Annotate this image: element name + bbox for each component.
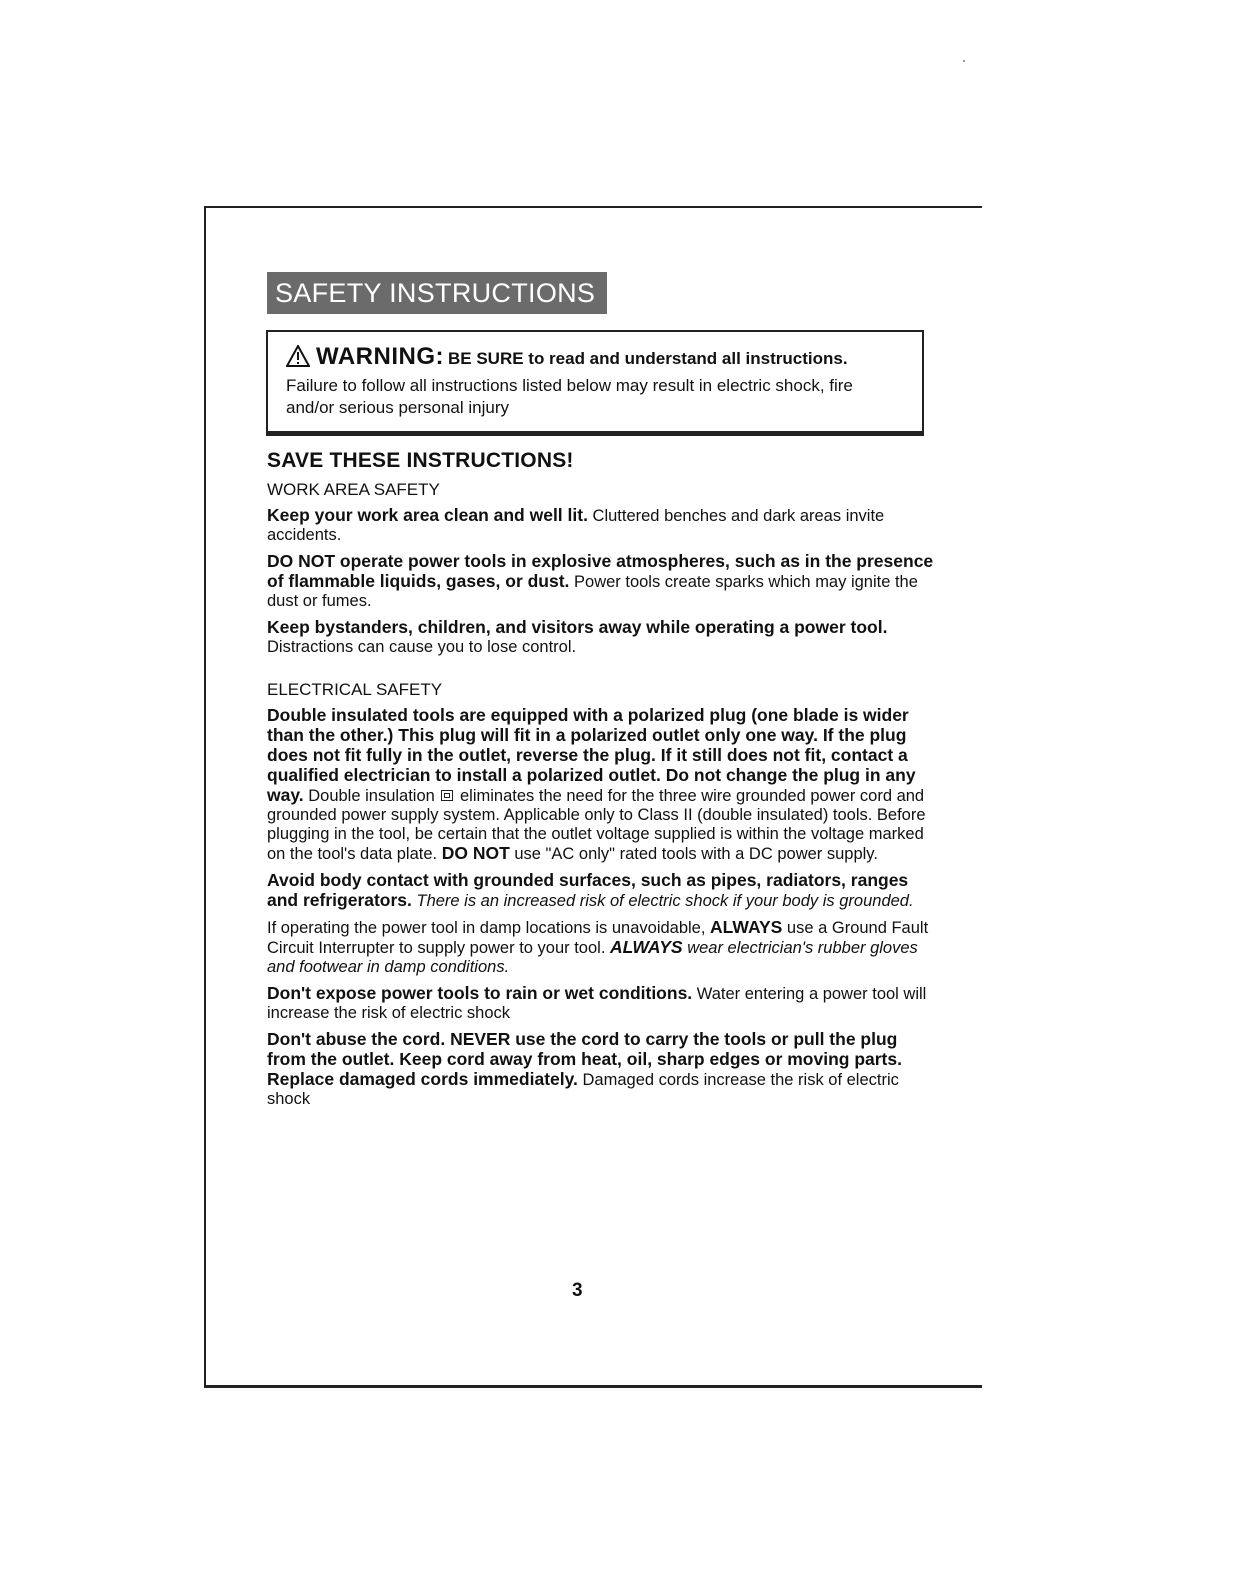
bold-text: Avoid body contact with grounded surfaces, such as pipes, radiators, ranges and refrigerators. <box>267 870 909 910</box>
body-text: Power tools create sparks which may ignite the dust or fumes. <box>267 573 918 610</box>
body-text: Damaged cords increase the risk of electric shock <box>267 1071 899 1108</box>
electrical-paragraph-5 <box>267 1030 935 1109</box>
body-text: Distractions can cause you to lose control. <box>267 638 577 656</box>
work-area-paragraph-1 <box>267 506 935 545</box>
work-area-heading: WORK AREA SAFETY <box>267 480 440 499</box>
electrical-paragraph-1 <box>267 706 935 864</box>
body-text: Cluttered benches and dark areas invite accidents. <box>267 507 885 544</box>
electrical-paragraph-2 <box>267 871 935 911</box>
body-text: use "AC only" rated tools with a DC power supply. <box>509 845 878 863</box>
body-text: eliminates the need for the three wire grounded power cord and grounded power supply system. Applicable only to Class II (double insulated) tools. Before plugging in the tool, be certain that the outlet voltage supplied is within the voltage marked on the tool's data plate. <box>267 787 926 863</box>
section-banner: SAFETY INSTRUCTIONS <box>267 272 607 314</box>
bold-text: Keep bystanders, children, and visitors away while operating a power tool. <box>267 617 888 637</box>
double-insulation-icon <box>441 790 453 801</box>
bold-text: DO NOT operate power tools in explosive atmospheres, such as in the presence of flammable liquids, gases, or dust. <box>267 551 934 591</box>
warning-triangle-icon <box>286 345 310 367</box>
body-text: Water entering a power tool will increase the risk of electric shock <box>267 985 927 1022</box>
warning-heading <box>286 342 910 373</box>
warning-box <box>266 330 924 436</box>
electrical-heading: ELECTRICAL SAFETY <box>267 680 443 699</box>
warning-lead: BE SURE to read and understand all instructions. <box>447 349 848 368</box>
save-heading: SAVE THESE INSTRUCTIONS! <box>267 449 574 472</box>
scan-speck <box>963 60 965 62</box>
warning-body: Failure to follow all instructions listed below may result in electric shock, fire and/or serious personal injury <box>286 376 853 417</box>
italic-text: There is an increased risk of electric shock if your body is grounded. <box>411 892 914 910</box>
spacer <box>267 664 935 680</box>
page-number: 3 <box>572 1280 583 1301</box>
bold-text: Don't abuse the cord. NEVER use the cord to carry the tools or pull the plug from the outlet. Keep cord away from heat, oil, sharp edges or moving parts. Replace damaged cords immediately. <box>267 1029 902 1089</box>
bold-text: ALWAYS <box>710 917 783 937</box>
instructions-content <box>267 448 935 1116</box>
electrical-paragraph-3 <box>267 918 935 977</box>
electrical-paragraph-4 <box>267 984 935 1023</box>
italic-text: wear electrician's rubber gloves and footwear in damp conditions. <box>267 939 918 976</box>
work-area-paragraph-3 <box>267 618 935 657</box>
bold-italic-text: ALWAYS <box>610 937 683 957</box>
bold-text: Keep your work area clean and well lit. <box>267 505 588 525</box>
warning-label: WARNING: <box>316 343 444 370</box>
body-text: Double insulation <box>303 787 440 805</box>
bold-text: DO NOT <box>441 843 510 863</box>
body-text: use a Ground Fault Circuit Interrupter to supply power to your tool. <box>267 919 929 957</box>
body-text: If operating the power tool in damp locations is unavoidable, <box>267 919 711 937</box>
bold-text: Double insulated tools are equipped with a polarized plug (one blade is wider than the other.) This plug will fit in a polarized outlet only one way. If the plug does not fit fully in the outlet, reverse the plug. If it still does not fit, contact a qualified electrician to install a polarized outlet. Do not change the plug in any way. <box>267 705 916 805</box>
bold-text: Don't expose power tools to rain or wet conditions. <box>267 983 693 1003</box>
work-area-paragraph-2 <box>267 552 935 611</box>
